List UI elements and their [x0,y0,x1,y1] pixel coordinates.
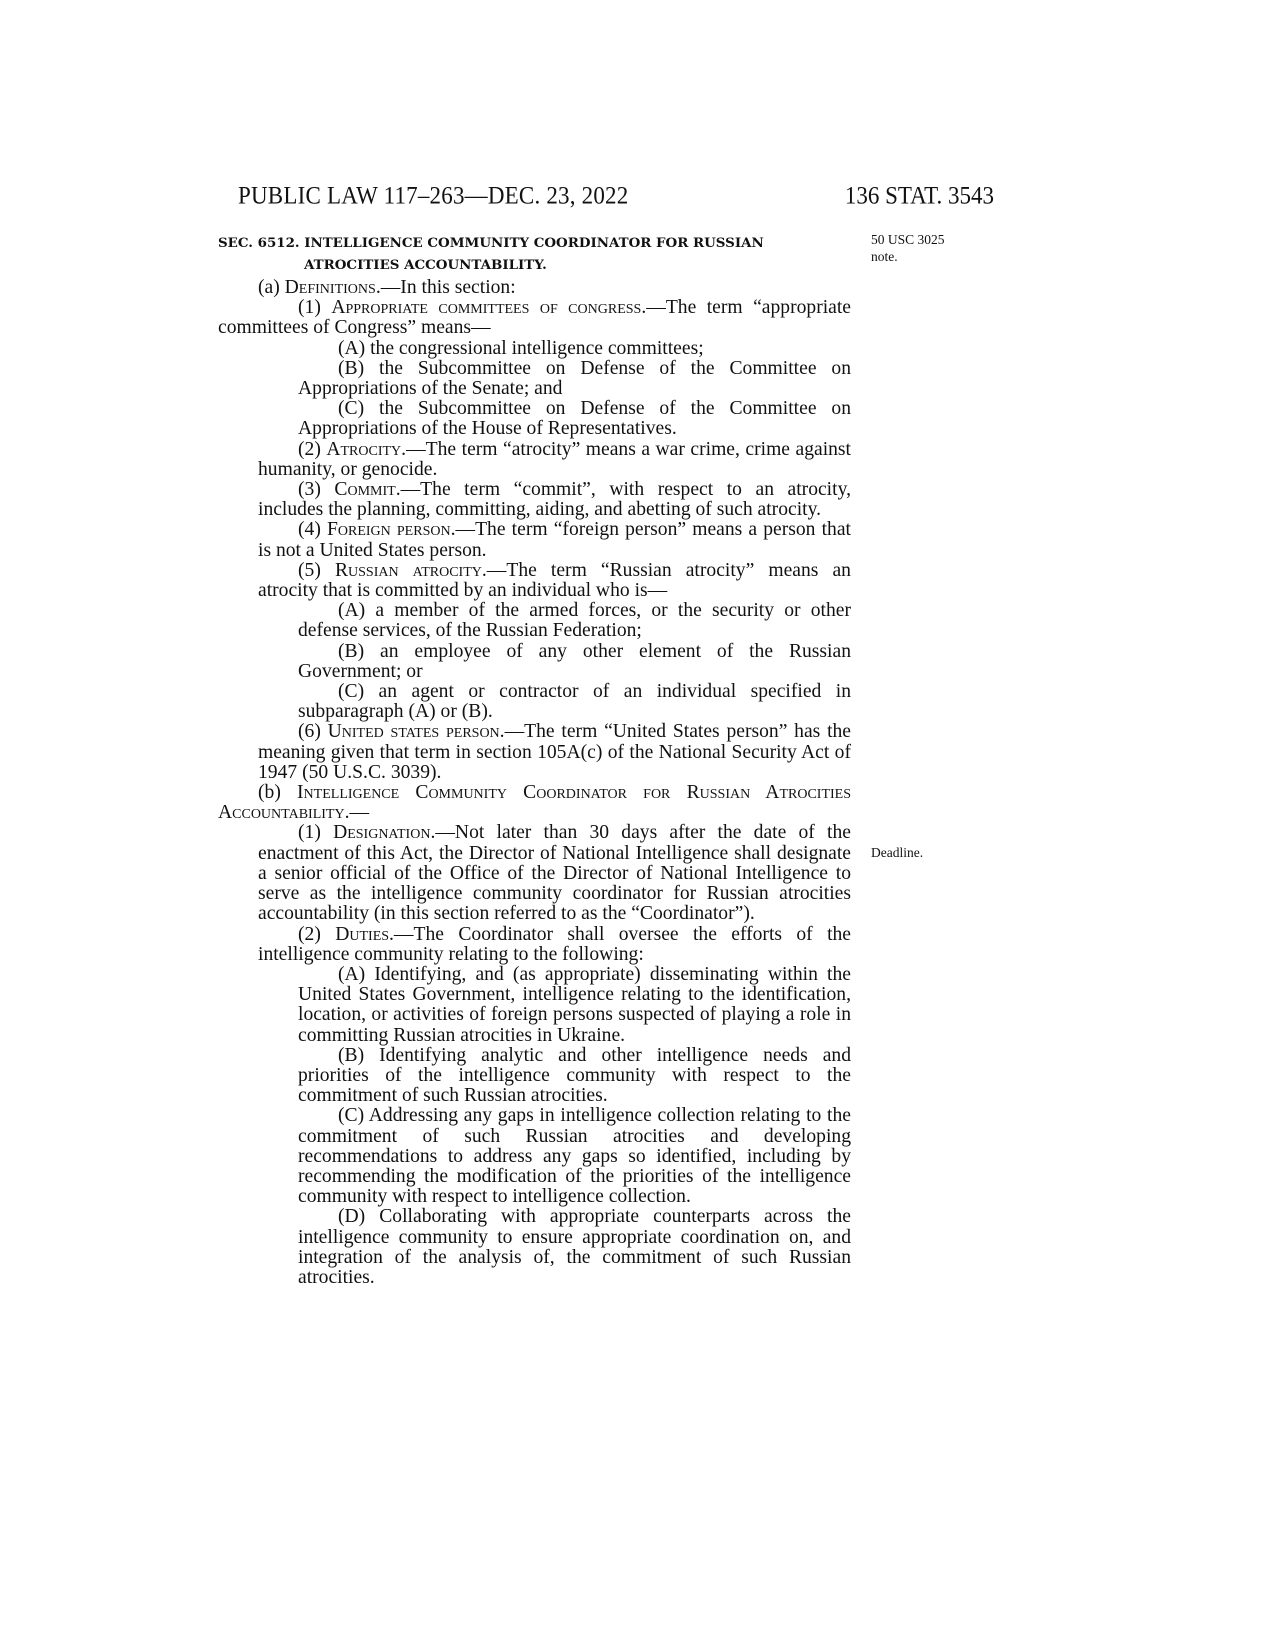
subparagraph-b2D: (D) Collaborating with appropriate counterparts across the intelligence community to ensure appropriate coordination on, and integration of the analysis of, the commitment of such Russian atrocities. [298,1206,851,1288]
subsection-heading: Definitions [284,277,376,298]
text: .—In this section: [375,277,516,298]
running-head: PUBLIC LAW 117–263—DEC. 23, 2022 [238,182,629,209]
text: .—The term “commit”, with respect to an atrocity, includes the planning, committing, aiding, and abetting of such atrocity. [258,479,851,521]
paragraph-a3 [218,480,851,520]
paragraph-heading: Commit [334,479,396,501]
paragraph-a6 [218,722,851,783]
subparagraph-a5B: (B) an employee of any other element of the Russian Government; or [298,640,851,682]
label: (6) [298,721,328,743]
label: (4) [298,519,327,541]
subsection-a [218,278,851,298]
text: .—The term “atrocity” means a war crime, crime against humanity, or genocide. [258,438,852,480]
subsection-b [218,783,851,823]
subparagraph-b2A: (A) Identifying, and (as appropriate) disseminating within the United States Government, intelligence relating to the identification, location, or activities of foreign persons suspected of playing a role in committing Russian atrocities in Ukraine. [298,963,851,1046]
usc-margin-note-line-1: 50 USC 3025 [871,232,945,247]
text: .—The term “appropriate committees of Congress” means— [218,297,852,339]
subparagraph-b2C: (C) Addressing any gaps in intelligence collection relating to the commitment of such Russian atrocities and developing recommendations to address any gaps so identified, including by recommending the modification of the priorities of the intelligence community with respect to intelligence collection. [298,1105,851,1208]
subparagraph-a5C: (C) an agent or contractor of an individual specified in subparagraph (A) or (B). [298,681,851,723]
stat-page-citation: 136 STAT. 3543 [844,182,994,209]
section-heading [218,232,848,276]
label: (5) [298,559,335,581]
label: (a) [258,277,285,298]
subparagraph-a1B: (B) the Subcommittee on Defense of the Committee on Appropriations of the Senate; and [298,357,851,400]
label: (b) [258,782,298,804]
paragraph-heading: Russian atrocity [334,559,482,581]
subparagraph-a1C: (C) the Subcommittee on Defense of the Committee on Appropriations of the House of Representatives. [298,398,851,440]
text: .—Not later than 30 days after the date of the enactment of this Act, the Director of National Intelligence shall designate a senior official of the Office of the Director of National Intelligence to serve as the intelligence community coordinator for Russian atrocities accountability (in this section referred to as the “Coordinator”). [258,822,851,925]
paragraph-a1 [218,298,851,338]
text: .—The term “United States person” has the meaning given that term in section 105A(c) of the National Security Act of 1947 (50 U.S.C. 3039). [258,721,852,783]
paragraph-heading: United states person [327,721,500,743]
paragraph-heading: Designation [333,822,431,844]
paragraph-heading: Foreign person [326,519,451,541]
paragraph-a5 [218,561,851,601]
paragraph-heading: Appropriate committees of congress [331,297,642,319]
label: (1) [298,297,332,319]
text: .—The term “Russian atrocity” means an atrocity that is committed by an individual who is— [258,559,851,602]
usc-margin-note-line-2: note. [871,249,898,264]
text: .—The Coordinator shall oversee the efforts of the intelligence community relating to the following: [258,923,852,965]
text: .—The term “foreign person” means a person that is not a United States person. [258,519,851,561]
paragraph-heading: Duties [335,923,390,945]
label: (2) [298,438,327,460]
paragraph-b2 [218,925,851,965]
subparagraph-a1A: (A) the congressional intelligence committees; [338,337,704,359]
label: (2) [298,923,336,945]
section-heading-line-1: SEC. 6512. INTELLIGENCE COMMUNITY COORDINATOR FOR RUSSIAN [218,235,764,251]
paragraph-a4 [218,520,851,560]
paragraph-b1 [218,823,851,924]
subsection-heading: Intelligence Community Coordinator for Russian Atrocities Accountability [218,782,851,824]
text: .— [344,802,370,824]
section-body [218,278,851,1288]
deadline-margin-note: Deadline. [871,845,924,860]
page-header [238,182,994,222]
section-heading-line-2: ATROCITIES ACCOUNTABILITY. [304,257,547,273]
usc-margin-note [871,231,945,265]
label: (3) [298,479,335,501]
paragraph-heading: Atrocity [326,438,402,460]
subparagraph-b2B: (B) Identifying analytic and other intelligence needs and priorities of the intelligence community with respect to the commitment of such Russian atrocities. [298,1044,851,1107]
label: (1) [298,822,334,844]
paragraph-a2 [218,440,851,480]
subparagraph-a5A: (A) a member of the armed forces, or the security or other defense services, of the Russian Federation; [298,600,851,642]
